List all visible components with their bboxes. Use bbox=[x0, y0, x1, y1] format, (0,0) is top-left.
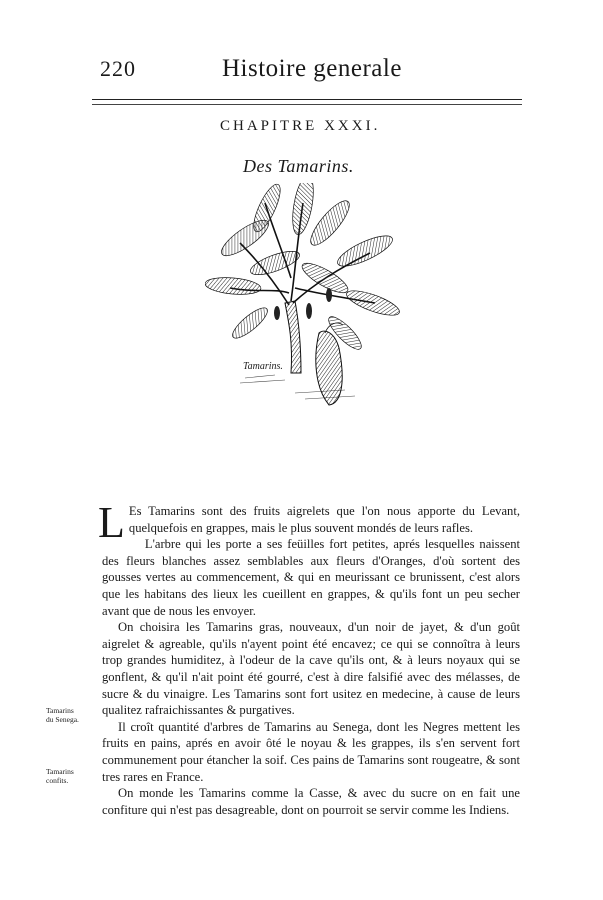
margin-note-line: Tamarins bbox=[46, 706, 74, 715]
paragraph-2: L'arbre qui les porte a ses feüilles fort petites, aprés lesquelles naissent des fleurs blanches assez semblables aux fleurs d'Oranges, d'où sortent des gousses vertes au commencement, & qui en meurissant ce brunissent, c'est alors que les habitans des lieux les cueillent en grappes, & qu'ils font un peu secher avant que de nous les envoyer. bbox=[102, 537, 520, 618]
body-text bbox=[98, 498, 520, 818]
section-title: Des Tamarins. bbox=[243, 156, 354, 176]
dropcap: L bbox=[98, 498, 125, 547]
tamarind-tree-illustration bbox=[205, 183, 415, 443]
page-number: 220 bbox=[100, 56, 136, 81]
margin-note-line: confits. bbox=[46, 775, 69, 785]
margin-note-confits bbox=[46, 768, 96, 785]
illustration-caption: Tamarins. bbox=[243, 361, 283, 372]
paragraph-4: Il croît quantité d'arbres de Tamarins au Senega, dont les Negres mettent les fruits en pains, aprés en avoir ôté le noyau & les grappes, ils s'en servent fort communement pour étancher la soif. Ces pains de Tamarins sont rougeatre, & sont tres rares en France. bbox=[102, 719, 520, 784]
paragraph-1 bbox=[98, 498, 520, 547]
paragraph-3: On choisira les Tamarins gras, nouveaux, d'un noir de jayet, & d'un goût aigrelet & agreable, qu'ils n'ayent point été encavez; ce qui se connoîtra à leurs trop grandes humiditez, à l'odeur de la cave qu'ils ont, & à leurs noyaux qui se gonflent, & qu'il n'ait point été gourré, c'est à dire falsifié avec des mélasses, de sucre & du vinaigre. Les Tamarins sont fort usitez en medecine, à cause de leurs qualitez rafraichissantes & purgatives. bbox=[102, 620, 520, 718]
header-rule-thin bbox=[92, 104, 522, 105]
margin-note-line: du Senega. bbox=[46, 714, 79, 724]
margin-note-senega bbox=[46, 707, 96, 724]
running-title: Histoire generale bbox=[222, 55, 402, 82]
margin-note-line: Tamarins bbox=[46, 767, 74, 776]
header-rule bbox=[92, 99, 522, 100]
chapter-heading: CHAPITRE XXXI. bbox=[220, 118, 381, 134]
paragraph-1-text: Es Tamarins sont des fruits aigrelets que l'on nous apporte du Levant, quelquefois en grappes, mais le plus souvent mondés de leurs rafles. bbox=[128, 504, 520, 535]
paragraph-5: On monde les Tamarins comme la Casse, & avec du sucre on en fait une confiture qui n'est pas desagreable, dont on pourroit se servir comme les Indiens. bbox=[102, 786, 520, 817]
